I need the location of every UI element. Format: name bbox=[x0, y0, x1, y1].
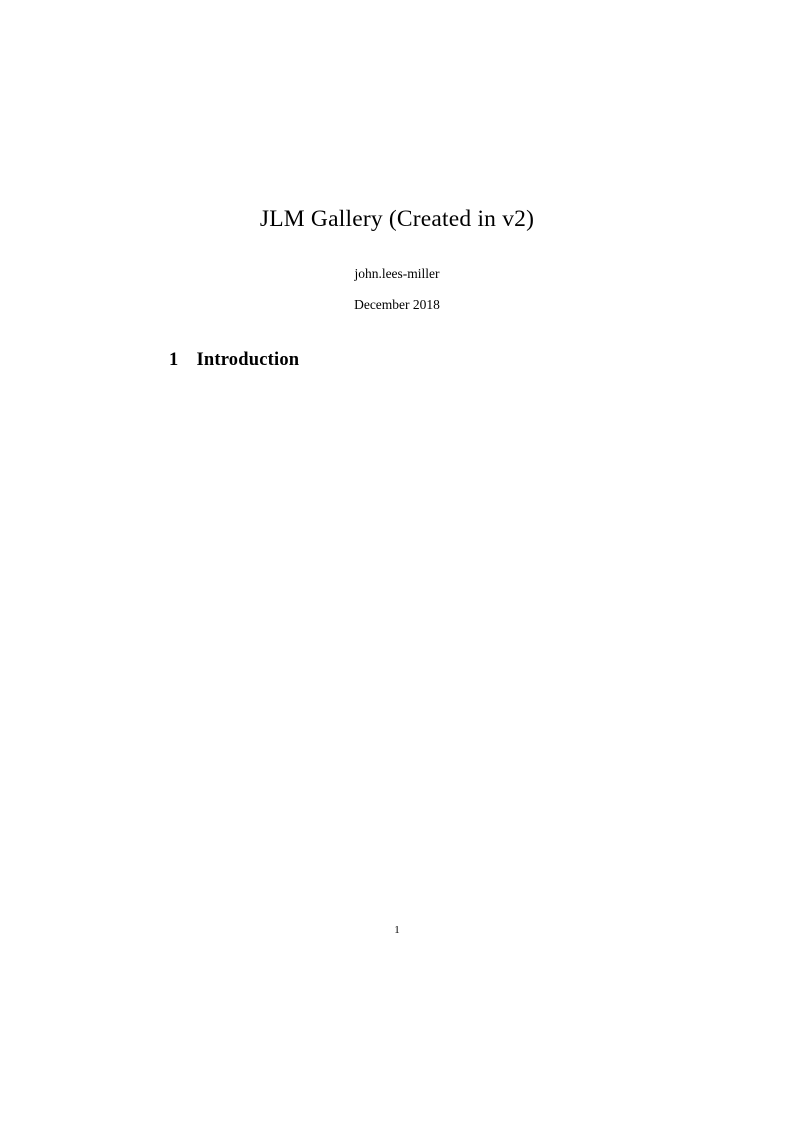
section-title: Introduction bbox=[196, 350, 300, 370]
page-title: JLM Gallery (Created in v2) bbox=[259, 206, 535, 232]
section-heading-introduction bbox=[169, 350, 299, 371]
document-body bbox=[113, 0, 681, 1123]
document-date: December 2018 bbox=[354, 297, 440, 312]
document-author: john.lees-miller bbox=[354, 266, 440, 281]
section-number: 1 bbox=[169, 350, 179, 370]
page-number: 1 bbox=[394, 924, 400, 936]
